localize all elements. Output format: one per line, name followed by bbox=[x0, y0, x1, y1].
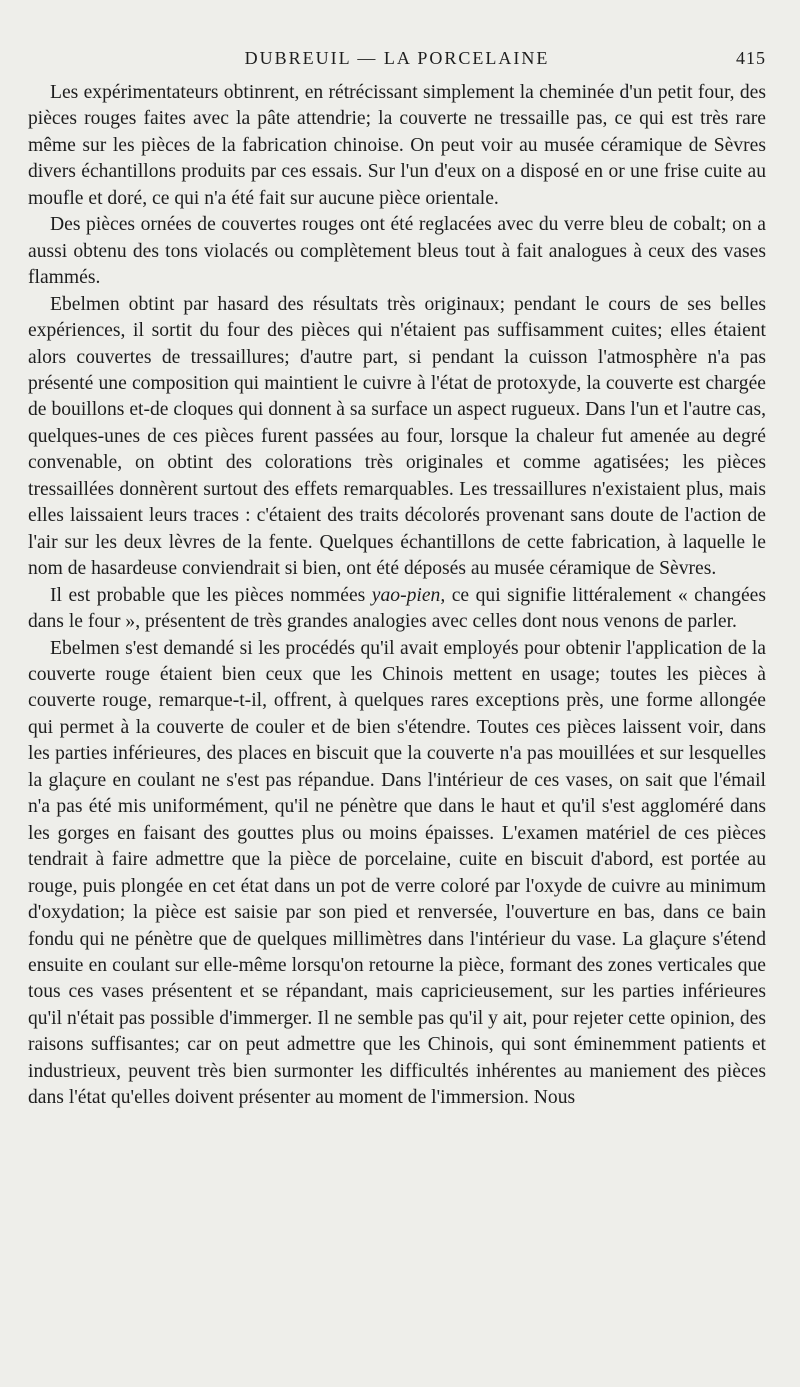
page-number: 415 bbox=[736, 48, 766, 68]
paragraph-4 bbox=[28, 583, 766, 636]
paragraph-1: Les expérimentateurs obtinrent, en rétrécissant simplement la cheminée d'un petit four, des pièces rouges faites avec la pâte attendrie; la couverte ne tressaille pas, ce qui est très rare même sur les pièces de la fabrication chinoise. On peut voir au musée céramique de Sèvres divers échantillons produits par ces essais. Sur l'un d'eux on a disposé en or une frise cuite au moufle et doré, ce qui n'a été fait sur aucune pièce orientale. bbox=[28, 82, 766, 209]
paragraph-4-start: Il est probable que les pièces nommées bbox=[50, 584, 372, 606]
paragraph-2: Des pièces ornées de couvertes rouges ont été reglacées avec du verre bleu de cobalt; on a aussi obtenu des tons violacés ou complètement bleus tout à fait analogues à ceux des vases flammés. bbox=[28, 214, 766, 289]
body-text bbox=[28, 80, 766, 1112]
paragraph-3: Ebelmen obtint par hasard des résultats très originaux; pendant le cours de ses belles expériences, il sortit du four des pièces qui n'étaient pas suffisamment cuites; elles étaient alors couvertes de tressaillures; d'autre part, si pendant la cuisson l'atmosphère n'a pas présenté une composition qui maintient le cuivre à l'état de protoxyde, la couverte est chargée de bouillons et-de cloques qui donnent à sa surface un aspect rugueux. Dans l'un et l'autre cas, quelques-unes de ces pièces furent passées au four, lorsque la chaleur fut amenée au degré convenable, on obtint des colorations très originales et comme agatisées; les pièces tressaillées donnèrent surtout des effets remarquables. Les tressaillures n'existaient plus, mais elles laissaient leurs traces : c'étaient des traits décolorés provenant sans doute de l'action de l'air sur les deux lèvres de la fente. Quelques échantillons de cette fabrication, à laquelle le nom de hasardeuse conviendrait si bien, ont été déposés au musée céramique de Sèvres. bbox=[28, 293, 766, 580]
running-head bbox=[28, 44, 766, 80]
running-title: DUBREUIL — LA PORCELAINE bbox=[244, 48, 550, 68]
paragraph-4-end: ce qui signifie littéralement « changées dans le four », présentent de très grandes analogies avec celles dont nous venons de parler. bbox=[28, 584, 766, 633]
italic-term-yao-pien: yao-pien, bbox=[371, 584, 446, 606]
paragraph-5: Ebelmen s'est demandé si les procédés qu'il avait employés pour obtenir l'application de la couverte rouge étaient bien ceux que les Chinois mettent en usage; toutes les pièces à couverte rouge, remarque-t-il, offrent, à quelques rares exceptions près, une forme allongée qui permet à la couverte de couler et de bien s'étendre. Toutes ces pièces laissent voir, dans les parties inférieures, des places en biscuit que la couverte n'a pas mouillées et sur lesquelles la glaçure en coulant ne s'est pas répandue. Dans l'intérieur de ces vases, on sait que l'émail n'a pas été mis uniformément, qu'il ne pénètre que dans le haut et qu'il s'est aggloméré dans les gorges en faisant des gouttes plus ou moins épaisses. L'examen matériel de ces pièces tendrait à faire admettre que la pièce de porcelaine, cuite en biscuit d'abord, est portée au rouge, puis plongée en cet état dans un pot de verre coloré par l'oxyde de cuivre au minimum d'oxydation; la pièce est saisie par son pied et renversée, l'ouverture en bas, dans ce bain fondu qui ne pénètre que de quelques millimètres dans l'intérieur du vase. La glaçure s'étend ensuite en coulant sur elle-même lorsqu'on retourne la pièce, formant des zones verticales que tous ces vases présentent et se répandant, mais capricieusement, sur les parties inférieures qu'il n'était pas possible d'immerger. Il ne semble pas qu'il y ait, pour rejeter cette opinion, des raisons suffisantes; car on peut admettre que les Chinois, qui sont éminemment patients et industrieux, peuvent très bien surmonter les difficultés inhérentes au maniement des pièces dans l'état qu'elles doivent présenter au moment de l'immersion. Nous bbox=[28, 637, 766, 1109]
